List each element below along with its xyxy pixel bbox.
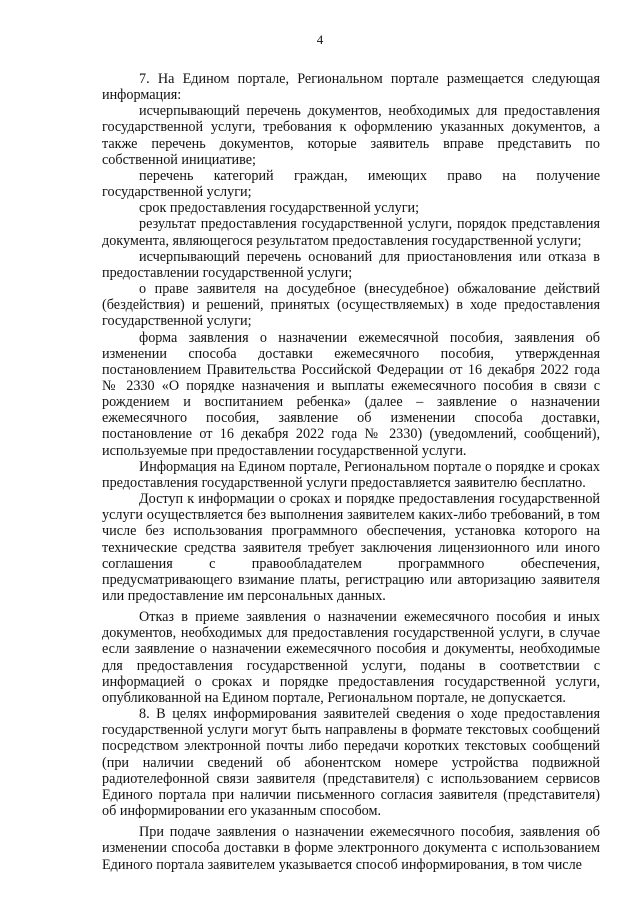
document-body (102, 71, 600, 873)
paragraph-free-info: Информация на Едином портале, Региональном портале о порядке и сроках предоставления государственной услуги предоставляется заявителю бесплатно. (102, 458, 600, 491)
page-number: 4 (316, 32, 324, 47)
paragraph-notification-method: При подаче заявления о назначении ежемесячного пособия, заявления об изменении способа доставки в форме электронного документа с использованием Единого портала заявителем указывается способ информирования, в том числе (102, 824, 600, 873)
paragraph-categories: перечень категорий граждан, имеющих право на получение государственной услуги; (102, 167, 600, 201)
paragraph-result: результат предоставления государственной услуги, порядок представления документа, являющегося результатом предоставления государственной услуги; (102, 216, 600, 249)
paragraph-documents-list: исчерпывающий перечень документов, необходимых для предоставления государственной услуги, требования к оформлению указанных документов, а также перечень документов, которые заявитель вправе представить по собственной инициативе; (102, 103, 600, 168)
paragraph-access: Доступ к информации о сроках и порядке предоставления государственной услуги осуществляется без выполнения заявителем каких-либо требований, в том числе без использования программного обеспечения, установка которого на технические средства заявителя требует заключения лицензионного или иного соглашения с правообладателем программного обеспечения, предусматривающего взимание платы, регистрацию или авторизацию заявителя или предоставление им персональных данных. (102, 491, 600, 604)
paragraph-refusal-inadmissible: Отказ в приеме заявления о назначении ежемесячного пособия и иных документов, необходимых для предоставления государственной услуги, в случае если заявление о назначении ежемесячного пособия и документы, необходимые для предоставления государственной услуги, поданы в соответствии с информацией о сроках и порядке предоставления государственной услуги, опубликованной на Едином портале, Региональном портале, не допускается. (102, 609, 600, 706)
paragraph-refusal-grounds: исчерпывающий перечень оснований для приостановления или отказа в предоставлении государственной услуги; (102, 248, 600, 281)
paragraph-term: срок предоставления государственной услуги; (139, 200, 420, 217)
paragraph-application-form: форма заявления о назначении ежемесячной пособия, заявления об изменении способа доставки ежемесячного пособия, утвержденная постановлением Правительства Российской Федерации от 16 декабря 2022 года № 2330 «О порядке назначения и выплаты ежемесячного пособия в связи с рождением и воспитанием ребенка» (далее – заявление о назначении ежемесячного пособия, заявление об изменении способа доставки, постановление от 16 декабря 2022 года № 2330) (уведомлений, сообщений), используемые при предоставлении государственной услуги. (102, 329, 600, 459)
paragraph-item-7: 7. На Едином портале, Региональном портале размещается следующая информация: (102, 71, 600, 104)
paragraph-item-8: 8. В целях информирования заявителей сведения о ходе предоставления государственной услуги могут быть направлены в формате текстовых сообщений посредством электронной почты либо передачи коротких текстовых сообщений (при наличии сведений об абонентском номере устройства подвижной радиотелефонной связи заявителя (представителя) с использованием сервисов Единого портала при наличии письменного согласия заявителя (представителя) об информировании его указанным способом. (102, 706, 600, 820)
paragraph-appeal-right: о праве заявителя на досудебное (внесудебное) обжалование действий (бездействия) и решений, принятых (осуществляемых) в ходе предоставления государственной услуги; (102, 281, 600, 330)
